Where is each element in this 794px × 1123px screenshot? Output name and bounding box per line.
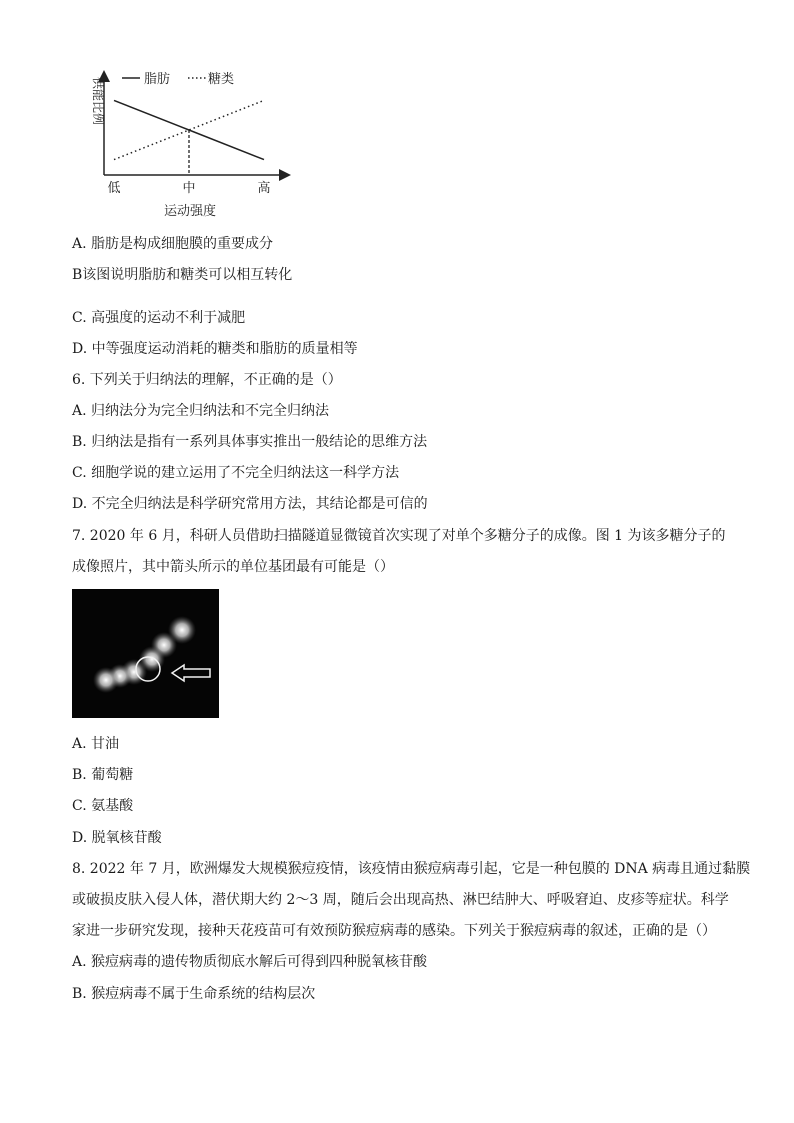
x-tick-label: 高 <box>257 181 271 196</box>
q7-option-d: D. 脱氧核苷酸 <box>72 830 162 846</box>
q5-option-a: A. 脂肪是构成细胞膜的重要成分 <box>72 236 274 252</box>
legend-fat-label: 脂肪 <box>144 72 171 87</box>
q8-stem-line3: 家进一步研究发现，接种天花疫苗可有效预防猴痘病毒的感染。下列关于猴痘病毒的叙述，正确的是（） <box>72 923 716 939</box>
x-tick-label: 低 <box>107 181 121 196</box>
q6-option-b: B. 归纳法是指有一系列具体事实推出一般结论的思维方法 <box>72 434 428 450</box>
arrow-icon <box>172 665 210 681</box>
q7-stem-line1: 7. 2020 年 6 月，科研人员借助扫描隧道显微镜首次实现了对单个多糖分子的成像。图 1 为该多糖分子的 <box>72 528 726 544</box>
polysaccharide-stm-photo <box>72 589 219 718</box>
q7-stem-line2: 成像照片，其中箭头所示的单位基团最有可能是（） <box>72 559 394 575</box>
tick-labels <box>107 180 270 196</box>
q6-option-a: A. 归纳法分为完全归纳法和不完全归纳法 <box>72 403 330 419</box>
legend-sugar-label: 糖类 <box>208 72 235 87</box>
q5-option-b: B该图说明脂肪和糖类可以相互转化 <box>72 267 293 283</box>
q8-option-b: B. 猴痘病毒不属于生命系统的结构层次 <box>72 986 316 1002</box>
x-axis-label: 运动强度 <box>164 204 217 219</box>
energy-supply-chart <box>80 65 310 220</box>
q8-stem-line1: 8. 2022 年 7 月，欧洲爆发大规模猴痘疫情，该疫情由猴痘病毒引起，它是一种包膜的 DNA 病毒且通过黏膜 <box>72 861 751 877</box>
q6-option-c: C. 细胞学说的建立运用了不完全归纳法这一科学方法 <box>72 465 400 481</box>
q7-option-b: B. 葡萄糖 <box>72 767 134 783</box>
q7-option-a: A. 甘油 <box>72 736 120 752</box>
q6-stem: 6. 下列关于归纳法的理解，不正确的是（） <box>72 372 342 388</box>
q8-option-a: A. 猴痘病毒的遗传物质彻底水解后可得到四种脱氧核苷酸 <box>72 954 428 970</box>
series-layer <box>114 100 264 175</box>
y-axis-label: 供能比例 <box>91 77 105 126</box>
q5-option-d: D. 中等强度运动消耗的糖类和脂肪的质量相等 <box>72 341 358 357</box>
q6-option-d: D. 不完全归纳法是科学研究常用方法，其结论都是可信的 <box>72 496 428 512</box>
q7-option-c: C. 氨基酸 <box>72 798 134 814</box>
q5-option-c: C. 高强度的运动不利于减肥 <box>72 310 246 326</box>
q8-stem-line2: 或破损皮肤入侵人体，潜伏期大约 2～3 周，随后会出现高热、淋巴结肿大、呼吸窘迫、皮疹等症状。科学 <box>72 892 729 908</box>
x-tick-label: 中 <box>182 181 196 196</box>
